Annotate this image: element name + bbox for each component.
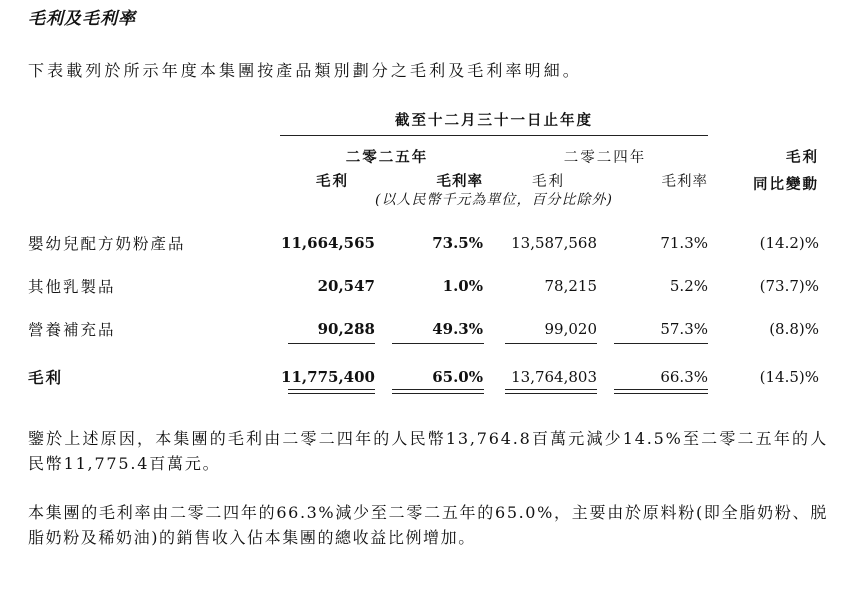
gm-2025-cell: 49.3% [432,320,483,338]
total-rule [614,389,708,390]
total-rule [392,389,484,390]
gp-2025-total: 11,775,400 [281,368,375,386]
total-rule [288,393,375,394]
gp-2025-header: 毛利 [316,173,349,190]
paragraph-gross-profit: 鑒於上述原因，本集團的毛利由二零二四年的人民幣13,764.8百萬元減少14.5%至二零二五年的人民幣11,775.4百萬元。 [28,429,828,473]
gm-2024-cell: 57.3% [660,320,708,338]
period-header-rule [280,135,708,136]
gp-2024-header: 毛利 [532,174,565,190]
gp-2025-cell: 20,547 [317,277,375,295]
gm-2025-cell: 1.0% [442,277,483,295]
row-label: 嬰幼兒配方奶粉產品 [28,235,186,253]
gm-2024-header: 毛利率 [661,174,708,190]
gm-2024-cell: 5.2% [669,277,708,295]
gm-2025-header: 毛利率 [436,173,483,190]
gm-2025-cell: 73.5% [432,234,483,252]
gp-2024-cell: 99,020 [544,320,597,338]
yoy-cell: (8.8)% [769,320,819,338]
yoy-header-line2: 同比變動 [753,176,819,193]
gm-2025-total: 65.0% [432,368,483,386]
gp-2025-cell: 90,288 [317,320,375,338]
gp-2025-cell: 11,664,565 [281,234,375,252]
subtotal-rule [392,343,484,344]
subtotal-rule [505,343,597,344]
yoy-cell: (73.7)% [759,277,819,295]
period-header: 截至十二月三十一日止年度 [395,112,593,129]
gm-2024-total: 66.3% [660,368,708,386]
year-2025-header: 二零二五年 [345,149,429,166]
total-label: 毛利 [28,368,64,387]
total-rule [505,393,597,394]
gm-2024-cell: 71.3% [660,234,708,252]
gp-2024-cell: 13,587,568 [511,234,597,252]
intro-text: 下表載列於所示年度本集團按產品類別劃分之毛利及毛利率明細。 [28,61,582,80]
yoy-total: (14.5)% [759,368,819,386]
total-rule [505,389,597,390]
total-rule [288,389,375,390]
row-label: 營養補充品 [28,321,116,339]
section-title: 毛利及毛利率 [28,9,136,29]
gp-2024-cell: 78,215 [544,277,597,295]
subtotal-rule [614,343,708,344]
yoy-cell: (14.2)% [759,234,819,252]
total-rule [614,393,708,394]
row-label: 其他乳製品 [28,278,116,296]
yoy-header-line1: 毛利 [786,149,819,166]
subtotal-rule [288,343,375,344]
year-2024-header: 二零二四年 [563,150,647,166]
total-rule [392,393,484,394]
unit-note: (以人民幣千元為單位，百分比除外) [375,192,613,208]
gp-2024-total: 13,764,803 [511,368,597,386]
paragraph-gross-margin: 本集團的毛利率由二零二四年的66.3%減少至二零二五年的65.0%，主要由於原料粉(即全脂奶粉、脱脂奶粉及稀奶油)的銷售收入佔本集團的總收益比例增加。 [28,503,828,547]
